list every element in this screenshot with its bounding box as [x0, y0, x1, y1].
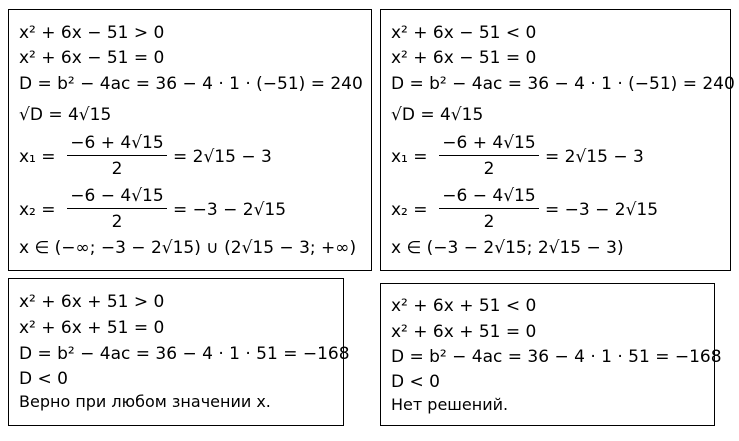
discriminant: D = b² − 4ac = 36 − 4 · 1 · (−51) = 240 [19, 74, 363, 94]
root-x1: x₁ = −6 + 4√15 2 = 2√15 − 3 [19, 133, 272, 179]
equation: x² + 6x + 51 = 0 [391, 322, 537, 342]
discriminant: D = b² − 4ac = 36 − 4 · 1 · (−51) = 240 [391, 74, 735, 94]
sqrt-discriminant: √D = 4√15 [19, 105, 112, 125]
conclusion: Верно при любом значении x. [19, 392, 271, 411]
answer: x ∈ (−3 − 2√15; 2√15 − 3) [391, 238, 624, 258]
panel-greater-plus [8, 278, 350, 426]
equation: x² + 6x − 51 = 0 [19, 48, 165, 68]
inequality: x² + 6x − 51 > 0 [19, 23, 165, 43]
panel-less-minus [380, 9, 735, 271]
root-x2: x₂ = −6 − 4√15 2 = −3 − 2√15 [391, 186, 659, 232]
equation: x² + 6x + 51 = 0 [19, 318, 165, 338]
panel-less-plus [380, 283, 722, 426]
conclusion: Нет решений. [391, 395, 509, 414]
discriminant: D = b² − 4ac = 36 − 4 · 1 · 51 = −168 [391, 347, 722, 367]
root-x1: x₁ = −6 + 4√15 2 = 2√15 − 3 [391, 133, 644, 179]
inequality: x² + 6x + 51 < 0 [391, 296, 537, 316]
answer: x ∈ (−∞; −3 − 2√15) ∪ (2√15 − 3; +∞) [19, 238, 357, 258]
inequality: x² + 6x − 51 < 0 [391, 23, 537, 43]
discriminant-sign: D < 0 [19, 369, 68, 389]
discriminant: D = b² − 4ac = 36 − 4 · 1 · 51 = −168 [19, 344, 350, 364]
sqrt-discriminant: √D = 4√15 [391, 105, 484, 125]
root-x2: x₂ = −6 − 4√15 2 = −3 − 2√15 [19, 186, 287, 232]
discriminant-sign: D < 0 [391, 372, 440, 392]
panel-greater-minus [8, 9, 372, 271]
inequality: x² + 6x + 51 > 0 [19, 292, 165, 312]
equation: x² + 6x − 51 = 0 [391, 48, 537, 68]
